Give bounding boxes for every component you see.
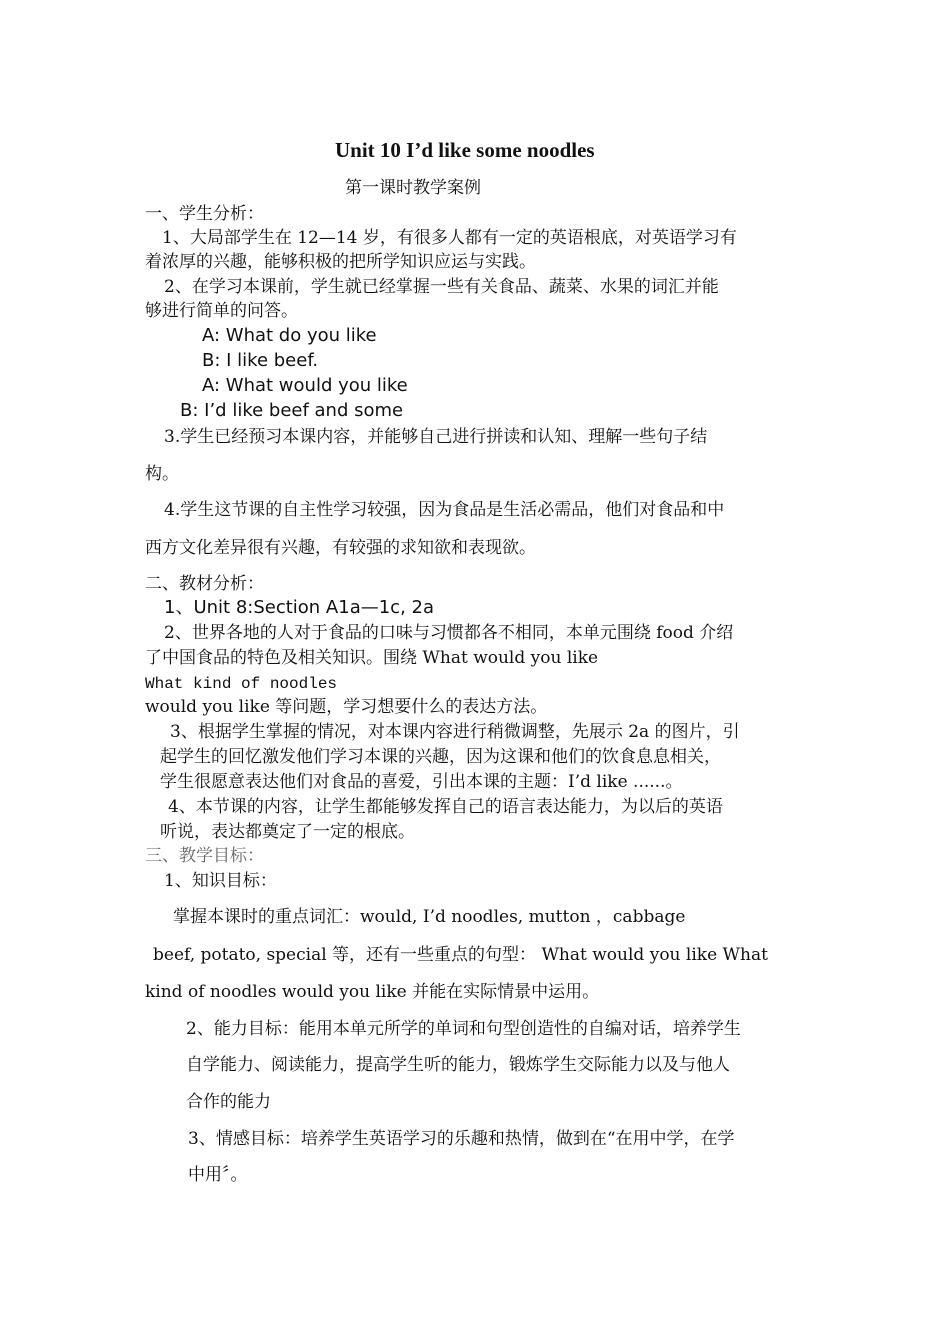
paragraph-line: 中用〞。 (188, 1165, 248, 1185)
paragraph-line: 起学生的回忆激发他们学习本课的兴趣，因为这课和他们的饮食息息相关， (160, 747, 721, 767)
paragraph-line: 合作的能力 (186, 1092, 271, 1112)
paragraph-line: 2、能力目标：能用本单元所学的单词和句型创造性的自编对话，培养学生 (186, 1019, 741, 1039)
dialogue-line: A: What would you like (202, 375, 408, 396)
paragraph-line: 4、本节课的内容，让学生都能够发挥自己的语言表达能力，为以后的英语 (168, 797, 723, 817)
paragraph-line: 4.学生这节课的自主性学习较强，因为食品是生活必需品，他们对食品和中 (164, 500, 725, 520)
section-heading-student-analysis: 一、学生分析： (145, 204, 264, 224)
paragraph-line: 构。 (145, 464, 179, 484)
paragraph-line: 西方文化差异很有兴趣，有较强的求知欲和表现欲。 (145, 538, 536, 558)
section-heading-teaching-goals: 三、教学目标： (145, 846, 264, 866)
paragraph-line: 3、根据学生掌握的情况，对本课内容进行稍微调整，先展示 2a 的图片，引 (170, 722, 740, 742)
paragraph-line: 掌握本课时的重点词汇：would, I’d noodles, mutton ，cabbage (173, 907, 686, 927)
dialogue-line: A: What do you like (202, 325, 377, 346)
paragraph-line: 听说，表达都奠定了一定的根底。 (160, 822, 415, 842)
paragraph-line: would you like 等问题，学习想要什么的表达方法。 (145, 697, 548, 717)
section-heading-material-analysis: 二、教材分析： (145, 574, 264, 594)
paragraph-line: 2、世界各地的人对于食品的口味与习惯都各不相同，本单元围绕 food 介绍 (164, 623, 734, 643)
paragraph-line: 学生很愿意表达他们对食品的喜爱，引出本课的主题：I’d like ......。 (160, 772, 683, 792)
paragraph-line: 3、情感目标：培养学生英语学习的乐趣和热情，做到在“在用中学，在学 (188, 1129, 735, 1149)
dialogue-line: B: I’d like beef and some (180, 400, 404, 421)
paragraph-line: 2、在学习本课前，学生就已经掌握一些有关食品、蔬菜、水果的词汇并能 (164, 277, 719, 297)
paragraph-line: What kind of noodles (145, 675, 338, 693)
paragraph-line: 了中国食品的特色及相关知识。围绕 What would you like (145, 648, 599, 668)
document-subtitle: 第一课时教学案例 (345, 178, 481, 198)
paragraph-line: beef, potato, special 等，还有一些重点的句型： What would you like What (153, 945, 768, 965)
paragraph-line: kind of noodles would you like 并能在实际情景中运用。 (145, 982, 600, 1002)
paragraph-line: 1、大局部学生在 12—14 岁，有很多人都有一定的英语根底，对英语学习有 (162, 228, 737, 248)
paragraph-line: 够进行简单的问答。 (145, 301, 298, 321)
paragraph-line: 着浓厚的兴趣，能够积极的把所学知识应运与实践。 (145, 252, 536, 272)
paragraph-line: 自学能力、阅读能力，提高学生听的能力，锻炼学生交际能力以及与他人 (186, 1055, 730, 1075)
document-title: Unit 10 I’d like some noodles (335, 138, 595, 162)
goal-heading: 1、知识目标： (164, 871, 277, 891)
paragraph-line: 1、Unit 8:Section A1a—1c, 2a (164, 597, 434, 618)
dialogue-line: B: I like beef. (202, 350, 319, 371)
paragraph-line: 3.学生已经预习本课内容，并能够自己进行拼读和认知、理解一些句子结 (164, 427, 708, 447)
